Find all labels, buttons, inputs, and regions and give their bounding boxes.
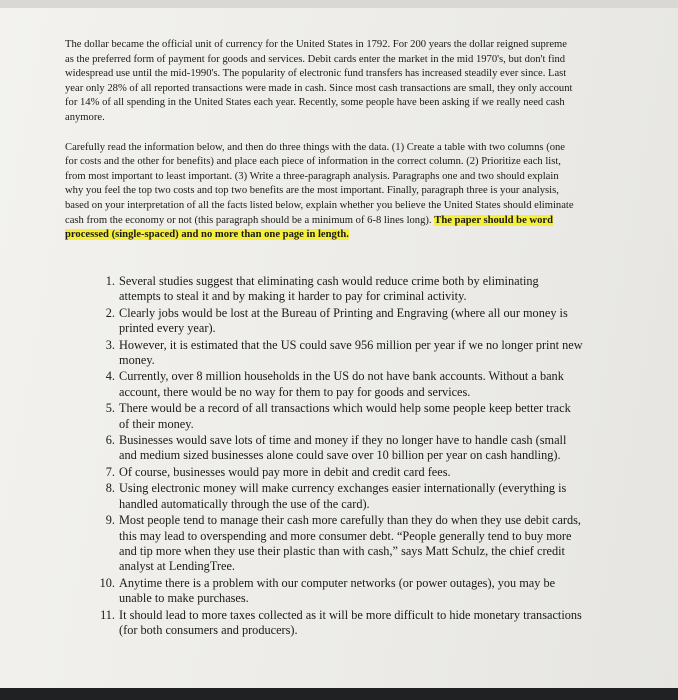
list-item-number: 6. (105, 433, 115, 448)
list-item-text: Currently, over 8 million households in the US do not have bank accounts. Without a bank account, there would be no way for them to pay for goods and services. (119, 369, 564, 399)
intro-paragraph-instructions (65, 141, 575, 243)
list-item-number: 8. (105, 481, 115, 496)
list-item (93, 338, 583, 369)
page-top-edge (0, 0, 678, 8)
list-item-number: 3. (105, 337, 115, 352)
document-page (0, 8, 678, 688)
list-item (93, 401, 583, 432)
list-item-number: 1. (105, 274, 115, 288)
list-item (93, 513, 583, 575)
list-item-text: Most people tend to manage their cash more carefully than they do when they use debit cards, this may lead to overspending and more consumer debt. “People generally tend to buy more and tip more when they use their plastic than with cash,” says Matt Schulz, the chief credit analyst at LendingTree. (119, 513, 582, 574)
list-item-number: 2. (105, 305, 115, 320)
highlighted-requirement: The paper should be word processed (single-spaced) and no more than one page in length. (65, 214, 553, 241)
list-item (93, 433, 583, 464)
instructions-text: Carefully read the information below, and then do three things with the data. (1) Create a table with two columns (one for costs and the other for benefits) and place each piece of information in the correct column. (2) Prioritize each list, from most important to least important. (3) Write a three-paragraph analysis. Paragraphs one and two should explain why you feel the top two costs and top two benefits are the most important. Finally, paragraph three is your analysis, based on your interpretation of all the facts listed below, explain whether you believe the United States should eliminate cash from the economy or not (this paragraph should be a minimum of 6-8 lines long). (65, 141, 574, 226)
list-item-text: Clearly jobs would be lost at the Bureau of Printing and Engraving (where all our money is printed every year). (119, 305, 568, 336)
list-item-text: Businesses would save lots of time and money if they no longer have to handle cash (small and medium sized businesses alone could save over 10 billion per year on cash handling). (119, 433, 567, 463)
list-item-text: Anytime there is a problem with our computer networks (or power outages), you may be unable to make purchases. (119, 575, 556, 606)
list-item-text: Using electronic money will make currency exchanges easier internationally (everything is handled automatically through the use of the card). (119, 481, 567, 511)
list-item-text: However, it is estimated that the US could save 956 million per year if we no longer print new money. (119, 337, 583, 368)
list-item (93, 481, 583, 512)
list-item (93, 274, 583, 305)
list-item-number: 10. (99, 575, 115, 590)
list-item (93, 608, 583, 639)
list-item (93, 306, 583, 337)
list-item (93, 369, 583, 400)
list-item-text: Several studies suggest that eliminating cash would reduce crime both by eliminating attempts to steal it and by making it harder to pay for criminal activity. (119, 274, 539, 304)
list-item-number: 4. (105, 369, 115, 384)
list-item-text: It should lead to more taxes collected as it will be more difficult to hide monetary transactions (for both consumers and producers). (119, 607, 582, 637)
list-item (93, 576, 583, 607)
list-item-number: 7. (105, 464, 115, 479)
list-item-text: Of course, businesses would pay more in debit and credit card fees. (119, 464, 451, 479)
list-item (93, 465, 583, 480)
list-item-text: There would be a record of all transactions which would help some people keep better track of their money. (119, 401, 571, 431)
list-item-number: 9. (105, 513, 115, 528)
page-bottom-edge (0, 688, 678, 700)
list-item-number: 5. (105, 401, 115, 416)
intro-paragraph-history: The dollar became the official unit of currency for the United States in 1792. For 200 years the dollar reigned supreme as the preferred form of payment for goods and services. Debit cards enter the market in the mid 1970's, but don't find widespread use until the mid-1990's. The popularity of electronic fund transfers has increased steadily ever since. Last year only 28% of all reported transactions were made in cash. Since most cash transactions are small, they only account for 14% of all spending in the United States each year. Recently, some people have been asking if we really need cash anymore. (65, 39, 573, 123)
facts-list (93, 274, 583, 639)
list-item-number: 11. (100, 607, 115, 622)
intro-text (65, 38, 575, 258)
